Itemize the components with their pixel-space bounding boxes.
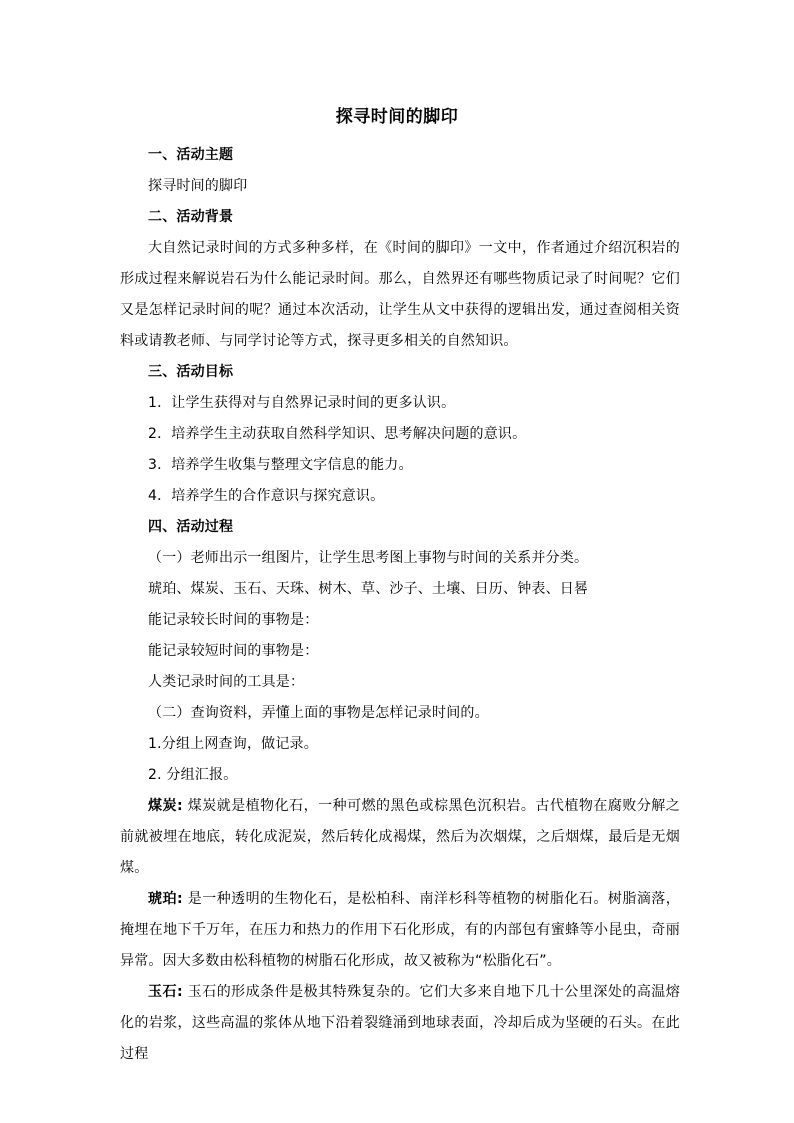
tools-prompt: 人类记录时间的工具是： (148, 674, 305, 690)
process-step-2: （二）查询资料，弄懂上面的事物是怎样记录时间的。 (148, 705, 489, 721)
section-heading-process: 四、活动过程 (148, 519, 234, 535)
section-heading-background: 二、活动背景 (148, 209, 234, 225)
background-paragraph: 大自然记录时间的方式多种多样，在《时间的脚印》一文中，作者通过介绍沉积岩的形成过程来解说岩石为什么能记录时间。那么，自然界还有哪些物质记录了时间呢？它们又是怎样记录时间的呢？通过本次活动，让学生从文中获得的逻辑出发，通过查阅相关资料或请教老师、与同学讨论等方式，探寻更多相关的自然知识。 (120, 240, 680, 349)
section-heading-goals: 三、活动目标 (148, 364, 234, 380)
long-time-prompt: 能记录较长时间的事物是： (148, 612, 319, 628)
entry-term: 琥珀: (148, 891, 183, 907)
goal-item: 1．让学生获得对与自然界记录时间的更多认识。 (148, 395, 456, 411)
entry-text: 煤炭就是植物化石，一种可燃的黑色或棕黑色沉积岩。古代植物在腐败分解之前就被埋在地底，转化成泥炭，然后转化成褐煤，然后为次烟煤，之后烟煤，最后是无烟煤。 (120, 798, 680, 876)
goal-item: 3．培养学生收集与整理文字信息的能力。 (148, 457, 413, 473)
object-list: 琥珀、煤炭、玉石、天珠、树木、草、沙子、土壤、日历、钟表、日晷 (148, 581, 589, 597)
goal-item: 4．培养学生的合作意识与探究意识。 (148, 488, 385, 504)
entry-coal (120, 791, 680, 884)
document-title: 探寻时间的脚印 (335, 107, 459, 127)
entry-text: 是一种透明的生物化石，是松柏科、南洋杉科等植物的树脂化石。树脂滴落，掩埋在地下千万年，在压力和热力的作用下石化形成，有的内部包有蜜蜂等小昆虫，奇丽异常。因大多数由松科植物的树脂石化形成，故又被称为“松脂化石”。 (120, 891, 680, 969)
section-heading-theme: 一、活动主题 (148, 147, 234, 163)
sub-step-2: 2. 分组汇报。 (148, 767, 238, 783)
sub-step-1: 1.分组上网查询，做记录。 (148, 736, 318, 752)
entry-jade (120, 977, 680, 1070)
entry-amber (120, 884, 680, 977)
goal-item: 2．培养学生主动获取自然科学知识、思考解决问题的意识。 (148, 426, 527, 442)
process-step-1: （一）老师出示一组图片，让学生思考图上事物与时间的关系并分类。 (148, 550, 589, 566)
entry-term: 玉石: (148, 984, 183, 1000)
short-time-prompt: 能记录较短时间的事物是： (148, 643, 319, 659)
theme-text: 探寻时间的脚印 (148, 178, 248, 194)
entry-text: 玉石的形成条件是极其特殊复杂的。它们大多来自地下几十公里深处的高温熔化的岩浆，这些高温的浆体从地下沿着裂缝涌到地球表面，冷却后成为坚硬的石头。在此过程 (120, 984, 680, 1062)
entry-term: 煤炭: (148, 798, 183, 814)
document-body (120, 140, 680, 1070)
